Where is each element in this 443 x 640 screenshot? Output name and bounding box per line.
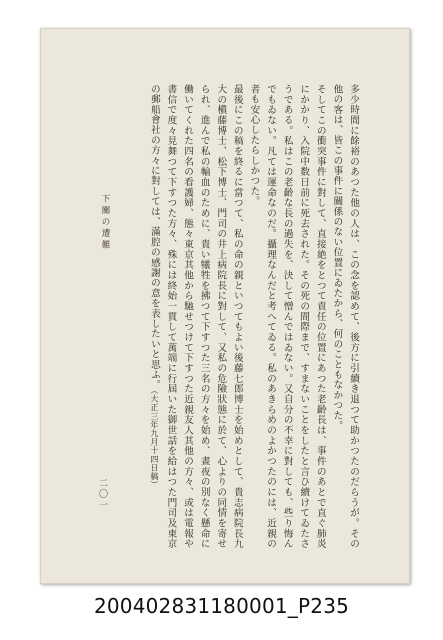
- running-head: 下關の遭難: [100, 194, 110, 252]
- paragraph-3-text: 最後にこの稿を終るに當つて、私の命の親といつてもよい後藤七郎博士を始めとして、貴志病院長九大の槇藤博士、松下博士、門司の井上病院長に對して、又私の危險狀態に於て、心よりの同情を寄せられ、進んで私の輸血のために、貴い犧牲を拂つて下すつた三名の方々を始め、晝夜の別なく懸命に働いてくれた四名の看護婦、態々東京其他から馳せつけて下すつた近親友人其他の方々、或は電報や書信で度々見舞つて下すつた方々、殊には終始一貫して萬端に行屆いた御世話を給はつた門司及東京の郵船會社の方々に對しては、滿腔の感謝の意を表したいと思ふ。: [148, 84, 243, 549]
- paragraph-1: 多少時間に餘裕のあつた他の人は、この念を認めて、後方に引續き退つて助かつたのだらうが。その他の客は、皆この事件に關係のない位置にゐたから、何のこともなかつた。: [331, 84, 359, 549]
- date-note: （大正三年九月十四日稿）: [149, 390, 159, 490]
- page-number: 二〇一: [97, 478, 107, 511]
- book-page: [40, 28, 410, 584]
- paragraph-3: [145, 84, 245, 549]
- paragraph-2: そしてこの衝突事件に對して、直接絶をとつて責任の位置にあつた老齡長は、事件のあとで直ぐ肺炎にかかり、入院中数日前に死去された。その死の間際まで、すまないことをしたと言ひ續けてゐたさうである。私はこの老齡な長の過失を、決して憎んではゐない。又自分の不幸に對しても、些り悔んでもゐない。凡ては運命なのだ。攝理なんだと考へてゐる。私のあきらめのよかつたのには、近親の者も安心したらしかつた。: [248, 84, 326, 549]
- body-text: [93, 84, 361, 549]
- image-caption: 200402831180001_P235: [93, 594, 350, 618]
